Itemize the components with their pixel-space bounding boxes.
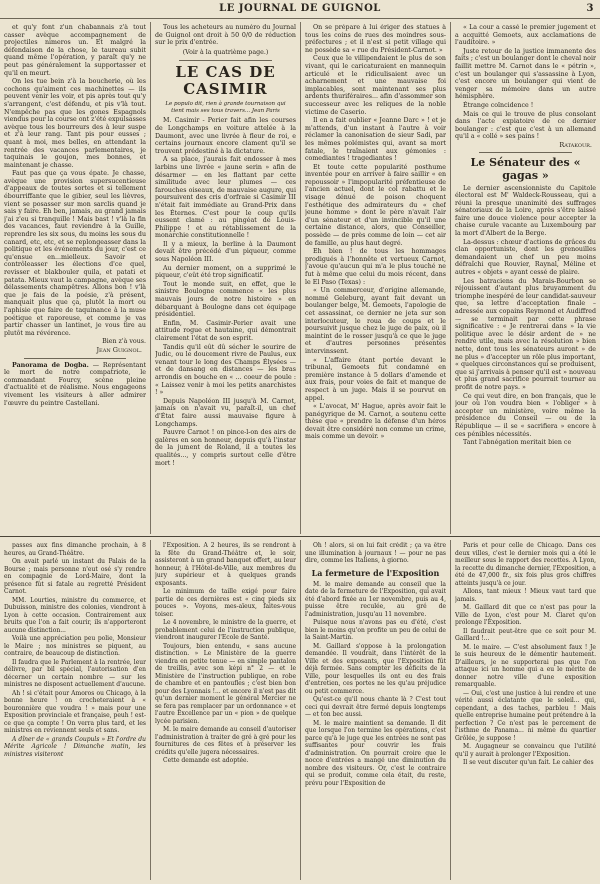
article-paragraph: Ceux que le villipendaient le plus de son vivant, qui le caricaturaient en mannequin articulé et le ridiculisaient avec un acharnement et une mauvaise foi implacables, sont maintenant ses plus ardents thuriféraires... afin d'assommer son successeur avec les reliques de la noble victime de Caserio. [305, 55, 446, 116]
article-paragraph: Depuis Napoléon III jusqu'à M. Carnot, jamais on n'avait vu, paraît-il, un chef d'État faire aussi mauvaise figure à Longchamps. [155, 397, 296, 428]
article-paragraph: On les tue bein z'à la boucherie, où les cochons qu'aiment ces machinettes — ils peuvent venir les voir, et pis après tout qu'y s'arrangent, c'est défendu, et pis v'là tout. N'empêche pas que les gones Espagnols viendus pour la course ont z'été expulsasses avèque tous les bourreurs des à leur suspe et z'à leur rang. Tant pis pour eusses ; quant à moi, mes belles, en attendant la rentrée des vacances parlementaires, je taquinais le goujon, mes bonnes, et maintenant je chasse. [4, 78, 146, 169]
article-paragraph: Tant l'abnégation meritait bien ce [463, 439, 572, 447]
article-paragraph: M. Gaillard s'oppose à la prolongation demandée. Il voudrait, dans l'intérêt de la Ville et des exposants, que l'Exposition fût déjà fermée. Sans compter les déficits de la Ville, pour lesquelles ils ont eu des frais d'entretien, ces portes ne les qu'au préjudice ou petit commerce. [305, 642, 446, 695]
article-paragraph: Les batraciens du Marais-Bourbon se réjouissent d'autant plus bruyamment du triomphe inespéré de leur candidat-sauveur que, sa lettre d'acceptation finale – adressée aux copains Reymond et Audiffred — se terminait par cette phrase significative : « Je rentrerai dans » la vie politique avec le désir ardent de » ne rendre utile, mais avec la résolution » bien nette, dont tous les sénateurs auront » de ne plus » d'accepter un rôle plus important, « quelques circonstances qui se produisent, que si j'arrivais à penser qu'il est » nouveau et plus grand sacrifice pourrait tourner au profit de notre pays. » [455, 277, 596, 391]
article-paragraph: « Un commerceur, d'origine allemande, nommé Geleburg, ayant fait devant un boulanger belge, M. Gemoets, l'apologie de cet assassinat, ce dernier ne jeta sur son interlocuteur, le roua de coups et le poursuivit jusque chez le juge de paix, où il maintint de le rosser jusqu'à ce que le juge et d'autres personnes présentes intervinssent. [305, 287, 446, 355]
article-paragraph: Bien z'à vous. [102, 338, 146, 346]
article-title: LE CAS DE CASIMIR [175, 63, 276, 99]
subsection-title: La fermeture de l'Exposition [311, 567, 440, 578]
article-paragraph: Paris et pour celle de Chicago. Dans ces deux villes, c'est le dernier mois qui a été le meilleur sous le rapport des recettes. A Lyon, la recette du dimanche dernier, l'Exposition, a été de 47,000 fr., six fois plus gros chiffres atteints jusqu'à ce jour. [455, 542, 596, 587]
intro-note: (Voir à la quatrième page.) [182, 48, 269, 56]
article-paragraph: Allons, tant mieux ! Mieux vaut tard que jamais. [455, 588, 596, 603]
article-paragraph: Mais ce qui le trouve de plus consolant dans l'acte expiatoire de ce dernier boulanger : c'est que c'est à un allemand qu'il a « collé » ses pains ! [455, 110, 596, 141]
article-paragraph: Puisque nous n'avons pas eu d'été, c'est bien le moins qu'on profite un peu de celui de la Saint-Martin. [305, 619, 446, 641]
article-paragraph: Il faudrait peut-être que ce soit pour M. Gaillard !... [455, 627, 596, 642]
article-paragraph: M. le maire demande au conseil que la date de la fermeture de l'Exposition, qui avait été d'abord fixée au 1er novembre, puis au 4, puisse être reculée, au gré de l'administration, jusqu'au 11 novembre. [305, 580, 446, 618]
column-rule [150, 540, 151, 880]
bottom-column-4 [455, 542, 596, 880]
article-paragraph: M. le maire demande au conseil d'autoriser l'administration à traiter de gré à gré pour les fournitures de ces fêtes et à préserver les crédits qu'elle jugera nécessaires. [155, 726, 296, 756]
article-paragraph: Étrange coïncidence ! [463, 101, 534, 109]
article-paragraph: A dîner de « grands Coupuls » Et l'ordre du Mérite Agricole ! Dimanche matin, les ministres visiteront [4, 735, 146, 758]
article-paragraph: Voilà une appréciation peu polie, Monsieur le Maire ; nos ministres se piquent, au contraire, de beaucoup de distinction. [4, 635, 146, 657]
article-paragraph: « L'avocat, M' Hague, après avoir fait le panégyrique de M. Carnot, a soutenu cette thèse que « prendre la défense d'un héros devait être considéré non comme un crime, mais comme un devoir. » [305, 403, 446, 441]
article-paragraph: M. le maire. — C'est absolument faux ! Je le suis heureux de le démentir hautement. D'ailleurs, je ne supporterai pas que l'on attaque ici un homme qui a eu le mérite de donner notre ville d'une exposition remarquable. [455, 643, 596, 688]
article-paragraph: Il y a mieux, la berline à la Daumont devait être précédé d'un piqueur, comme sous Napoléon III. [155, 240, 296, 264]
article-paragraph: Au dernier moment, on a supprimé le piqueur, c'eût été trop significatif. [155, 264, 296, 280]
article-paragraph: Il faudra que le Parlement à la rentrée, leur délivre, par bil spécial, l'autorisation d'en décerner un certain nombre — sur les ministres ne disposent actuellement d'aucune. [4, 658, 146, 688]
article-paragraph: On se prépare à lui ériger des statues à tous les coins de rues des moindres sous-préfectures ; et il n'est si petit village qui ne possède sa « rue du Président-Carnot. » [305, 24, 446, 54]
page-header [0, 0, 600, 19]
article-paragraph: Pauvre Carnot ! on pince-l-on des airs de galères en son honneur, depuis qu'à l'instar de la jument de Roland, il a toutes les qualités..., y compris surtout celle d'être mort ! [155, 429, 296, 467]
column-rule [300, 540, 301, 880]
article-paragraph: l'Exposition. A 2 heures, ils se rendront à la fête du Grand-Théâtre et, le soir, assisteront à un grand banquet offert, au leur honneur, à l'Hôtel-de-Ville, aux membres du jury supérieur et à quelques grands exposants. [155, 542, 296, 587]
article-paragraph: Enfin, M. Casimir-Perier avait une attitude rogue et hautaine, qui démontrait clairement l'état de son esprit. [155, 319, 296, 342]
article-paragraph: Le dernier ascensionniste du Capitole électoral est M' Waldeck-Rousseau, qui a réuni la presque unanimité des suffrages sénatoriaux de la Loire, après s'être laissé faire une douce violence pour accepter la chaise curule vacante au Luxembourg par la mort d'Albert de la Berge. [455, 184, 596, 238]
article-paragraph: passes aux fins dimanche prochain, à 8 heures, au Grand-Théâtre. [4, 542, 146, 557]
column-1 [4, 24, 146, 534]
bottom-column-3 [305, 542, 446, 880]
article-paragraph: « L'affaire étant portée devant le tribunal, Gemoets fut condamné en première instance à 5 dollars d'amende et aux frais, pour voies de fait et manque de respect à un juge. Mais il se pourvut en appel. [305, 356, 446, 402]
separator [479, 152, 572, 153]
bottom-column-1 [4, 542, 146, 880]
intro-notice: Tous les acheteurs au numéro du Journal de Guignol ont droit à 50 0/0 de réduction sur le prix d'entrée. [155, 24, 296, 47]
panorama-title: Panorama de Dogba. [12, 361, 89, 369]
article-paragraph: Cette demande est adoptée. [163, 757, 249, 764]
article-paragraph: Eh bien ! de tous les hommages prodigués à l'honnête et vertueux Carnot, j'avoue qu'aucun qui m'a le plus touché ne fut à même que celui du mois récent, dans le El Paso (Texas) : [305, 248, 446, 286]
article-paragraph: Oh ! alors, si on lui fait crédit ; ça va être une illumination à journaux ! — pour ne pas dire, comme les Italiens, à giorno. [305, 542, 446, 564]
article-paragraph: Tandis qu'il eût dû sécher le sourire de Judic, ou le doucement rivre de Paulus, eux venant tour le long des Champs Élysées — et de dansang en distances — les bras arrondis en bouche en « … coeur de poule : « Laissez venir à moi les petits anarchistes ! » [155, 343, 296, 397]
article-paragraph: Ce qui veut dire, en bon français, que le jour où l'on voudra bien « l'obliger » à accepter un ministère, voire même la présidence du Conseil — ou de la République — il se « sacrifiera » encore à ces pénibles nécessités. [455, 392, 596, 438]
article-paragraph: Juste retour de la justice immanente des faits ; c'est un boulanger dont le cheval noir faillit mettre M. Carnot dans le « pétrin », c'est un boulanger qui s'assassine à Lyon, c'est encore un boulanger qui vient de venger sa mémoire dans un autre hémisphère. [455, 47, 596, 101]
article-paragraph: et qu'y font z'un chabannais z'à tout casser avèque accompagnement de projectiles nimeros un. Et malgré la défendaison de la chose, le taureau subit quand même l'opération, y paraît qu'y ne peut pas généralement la supportasser et qu'il en meurt. [4, 24, 146, 77]
article-paragraph: Tout le monde suit, en effet, que le sinistre Boulogne commence « les plus mauvais jours de notre histoire » en débarquant à Boulogne dans cet équipage présidentiel. [155, 280, 296, 319]
article-paragraph: A sa place, j'aurais fait endosser à mes larbins une livrée « jaune serin » afin de désarmer — en les flattant par cette similitude avec leur plumes — ces farouches oiseaux, de mauvaise augure, qui poursuivent des cris d'orfraie si Casimir III n'était fait immédiate au Grand-Prix dans les Éternes. C'est pour le coup qu'ils eussent clamé : au pingéat de Louis-Philippe ! et au rétablissement de la monarchie constitutionnelle ! [155, 156, 296, 240]
article-paragraph: « La cour a cassé le premier jugement et a acquitté Gemoets, aux acclamations de l'auditoire. » [455, 24, 596, 47]
article-paragraph: M. Gaillard dit que ce n'est pas pour la Ville de Lyon, c'est pour M. Claret qu'on prolonge l'Exposition. [455, 604, 596, 626]
article-paragraph: Le 4 novembre, le ministre de la guerre, et probablement celui de l'instruction publique, viendront inaugurer l'Ecole de Santé. [155, 619, 296, 641]
section-divider [0, 536, 600, 537]
column-4 [455, 24, 596, 534]
column-rule [150, 22, 151, 534]
article-paragraph: Toujours, bien entendu, « sans aucune distinction. » Le Ministère de la guerre viendra en petite tenue — en simple pantalon de treillis, avec son képi n° 2 — et le Ministère de l'instruction publique, en robe de chambre et en pantoufles ; c'est bien bon pour des Lyonnais !... et encore il n'est pas dit qu'un dernier moment le général Mercier ne se fera pas remplacer par un ordonnance » et l'autre Excellence par un « pion » de quelque lycée parisien. [155, 642, 296, 725]
article-paragraph: Il se veut discuter qu'un fait. Le cahier des [463, 759, 594, 766]
article-paragraph: La-dessus : chœur d'actions de grâces du clan opportuniste, dont les grenouilles demandaient un chef un peu moins défraîchi que Rouvier, Raynal, Méline et autres « objets » ayant cessé de plaire. [455, 238, 596, 277]
separator [179, 60, 272, 61]
column-rule [450, 22, 451, 534]
article-paragraph: Il en a fait oublier « Jeanne Darc » ! et je m'attends, d'un instant à l'autre à voir réclamer la canonisation de sieur Sadi, par les mêmes polémistes qui, avant sa mort fatale, le traînaient aux gémonies : comediantes ! tragediantes ! [305, 117, 446, 163]
article-paragraph: On avait parlé un instant du Palais de la Bourse ; mais personne n'eut osé s'y rendre en compagnie de Lord-Maire, dont la présence fût si fatale au regretté Président Carnot. [4, 558, 146, 595]
column-2 [155, 24, 296, 534]
column-rule [300, 22, 301, 534]
panorama-notice [4, 362, 146, 408]
masthead: LE JOURNAL DE GUIGNOL [219, 3, 381, 14]
panorama-text: — Représentant le mort de notre compatriote, le commandant Fourcy, scène pleine d'actualité et de réalisme. Nous engageons vivement les visiteurs à aller admirer l'œuvre du peintre Castellani. [4, 361, 146, 407]
article-paragraph: Et toute cette popularité posthume inventée pour en arriver à faire saillir « en repoussoir » l'impopularité préfentieuse de l'ancien actuel, dont le col rabattu et le visage dénué de poison choquent l'esthétique des admirateurs du « chef jeune homme » dont le père n'avait l'air d'un sénateur et d'un invincible qu'il une certaine distance, alors, que Conseiller, possède — de près comme de loin — cet air de famille, au plus haut degré. [305, 163, 446, 247]
signature: Ratakour. [559, 140, 592, 149]
article-paragraph: M. Augagneur se convaincu que l'utilité qu'il y aurait à prolonger l'Exposition. [455, 743, 596, 758]
article-paragraph: M. le maire maintient sa demande. Il dit que lorsque l'on termine les opérations, c'est parce qu'à le juge que les entrées ne sont pas suffisantes pour couvrir les frais d'administration. On pourrait croire que le nocce d'entrées a mangé une diminution du nombre des visiteurs. Or, c'est le contraire qui se produit, comme cela était, du reste, prévu pour l'Exposition de [305, 719, 446, 787]
page-number: 3 [586, 3, 594, 14]
signature: Jean Guignol. [96, 345, 142, 354]
article-paragraph: Le minimum de taille exigé pour faire partie de ces dernières est « cinq pieds six pouces ». Voyons, mes-aïeux, faites-vous toiser. [155, 588, 296, 618]
article-paragraph: Qu'est-ce qu'il nous chante là ? C'est tout ceci qui devrait être fermé depuis longtemps — et ton bec aussi. [305, 696, 446, 718]
article-paragraph: Faut pas que ça vous épate. Je chasse, avèque une provision supersucentieuse d'appeaux de toutes sortes et si tellement ébourriffante que le gibier, seul les lièvres, vient se posasser sur mon sarclis quand je sais y faire. Eh ben, jamais, au grand jamais j'ai z'eu si tranquille ! Mais bast ! v'là la fin des vacances, faut reviendre à la Guille, reprendre les six sous, du moins les sous du canard, etc, etc, et se replongeasser dans la politique et les événements du jour, c'est ce qu'ensue en...mielleux. Savoir et contrôleasser les élections d'ce quel, revisser et blakbouler quila, et patati et patata. Mieux vaut la campagne, avèque ses délassements champêtres. Allons bon ! v'là que je fais de la poésie, z'à présent, manquait plus que ça, plutôt la mort ou l'aphisie que faire de taquinance à la muse poétique et raporeuse, et comme je vas partir chasser un lantinet, je vous tire au plutôt ma révérence. [4, 170, 146, 337]
section-title: Le Sénateur des « gagas » [470, 155, 581, 182]
bottom-column-2 [155, 542, 296, 880]
article-paragraph: MM. Lourties, ministre du commerce, et Dubuisson, ministre des colonies, viendront à Lyon à cette occasion. Contrairement aux bruits que l'on a fait courir, ils n'apporteront aucune distinction... [4, 596, 146, 634]
article-paragraph: Ah ! si c'était pour Amoros ou Chicago, à la bonne heure ! on crocheteraient à « bouronnière que voudra ! » mais pour une Exposition provinciale et française, peuh ! est-ce que ça compte ! On verra plus tard, et les ministres en reviennent seuls et sans. [4, 689, 146, 734]
column-3 [305, 24, 446, 534]
article-paragraph: — Oui, c'est une justice à lui rendre et une vérité aussi éclatante que le soleil... qui, cependant, a des taches, parbleu ! Mais quelle entreprise humaine peut prétendre à la perfection ? Ce n'est pas le percement de l'isthme de Panama... ni même du quartier Grôlée, je suppose ! [455, 689, 596, 742]
epigraph: Le populo dit, rien à grande tournaison qui tient mais ses tous travers... Jean Paris [165, 101, 286, 114]
article-paragraph: M. Casimir - Perier fait afin les courses de Longchamps en voiture attelée à la Daumont, avec une livrée à fleur de roi, e certains journaux encore clament qu'il se trouvent prédestiné à la dictature. [155, 117, 296, 155]
separator [24, 358, 126, 359]
column-rule [450, 540, 451, 880]
